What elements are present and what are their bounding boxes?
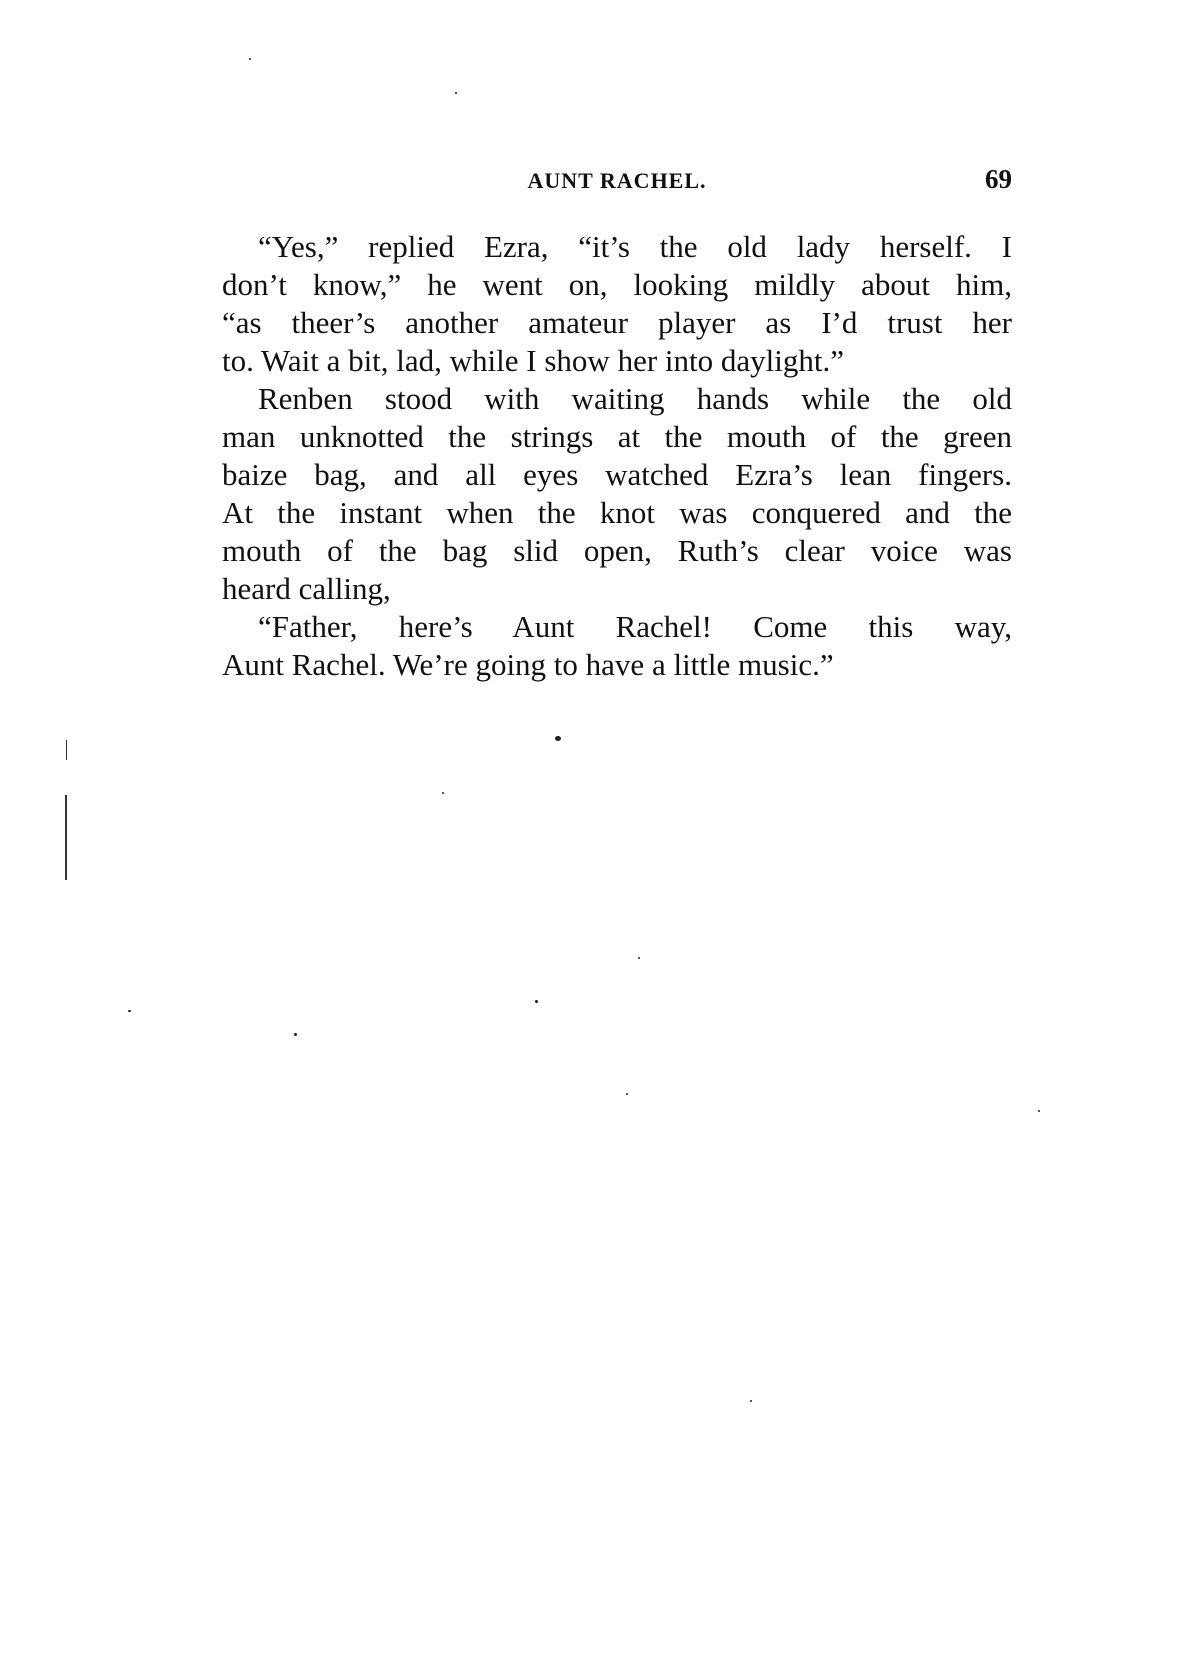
scan-margin-mark	[65, 795, 67, 880]
scan-speck	[442, 792, 444, 794]
text-line: mouth of the bag slid open, Ruth’s clear voice was	[222, 533, 1012, 568]
scan-speck	[294, 1033, 297, 1036]
scan-speck	[638, 957, 640, 959]
scan-speck	[626, 1093, 628, 1095]
text-line: don’t know,” he went on, looking mildly about him,	[222, 267, 1012, 302]
text-line: Aunt Rachel. We’re going to have a little music.”	[222, 647, 834, 682]
scan-speck	[1038, 1110, 1040, 1112]
text-line: baize bag, and all eyes watched Ezra’s lean fingers.	[222, 457, 1012, 492]
text-line: “Yes,” replied Ezra, “it’s the old lady herself. I	[258, 229, 1012, 264]
scan-speck	[249, 58, 251, 60]
running-title: AUNT RACHEL.	[527, 168, 707, 193]
scan-speck	[128, 1010, 131, 1012]
scan-speck	[750, 1400, 752, 1402]
scan-speck	[535, 1000, 538, 1003]
page-number: 69	[985, 164, 1012, 194]
text-line: At the instant when the knot was conquered and the	[222, 495, 1012, 530]
scan-speck	[555, 736, 561, 741]
text-line: heard calling,	[222, 571, 391, 606]
text-line: man unknotted the strings at the mouth of the green	[222, 419, 1012, 454]
body-text	[222, 228, 1012, 684]
text-line: “Father, here’s Aunt Rachel! Come this way,	[258, 609, 1012, 644]
scan-margin-mark	[66, 740, 67, 760]
text-line: “as theer’s another amateur player as I’d trust her	[222, 305, 1012, 340]
scan-speck	[455, 92, 457, 94]
text-line: Renben stood with waiting hands while the old	[258, 381, 1012, 416]
text-line: to. Wait a bit, lad, while I show her into daylight.”	[222, 343, 844, 378]
running-head	[222, 164, 1012, 208]
